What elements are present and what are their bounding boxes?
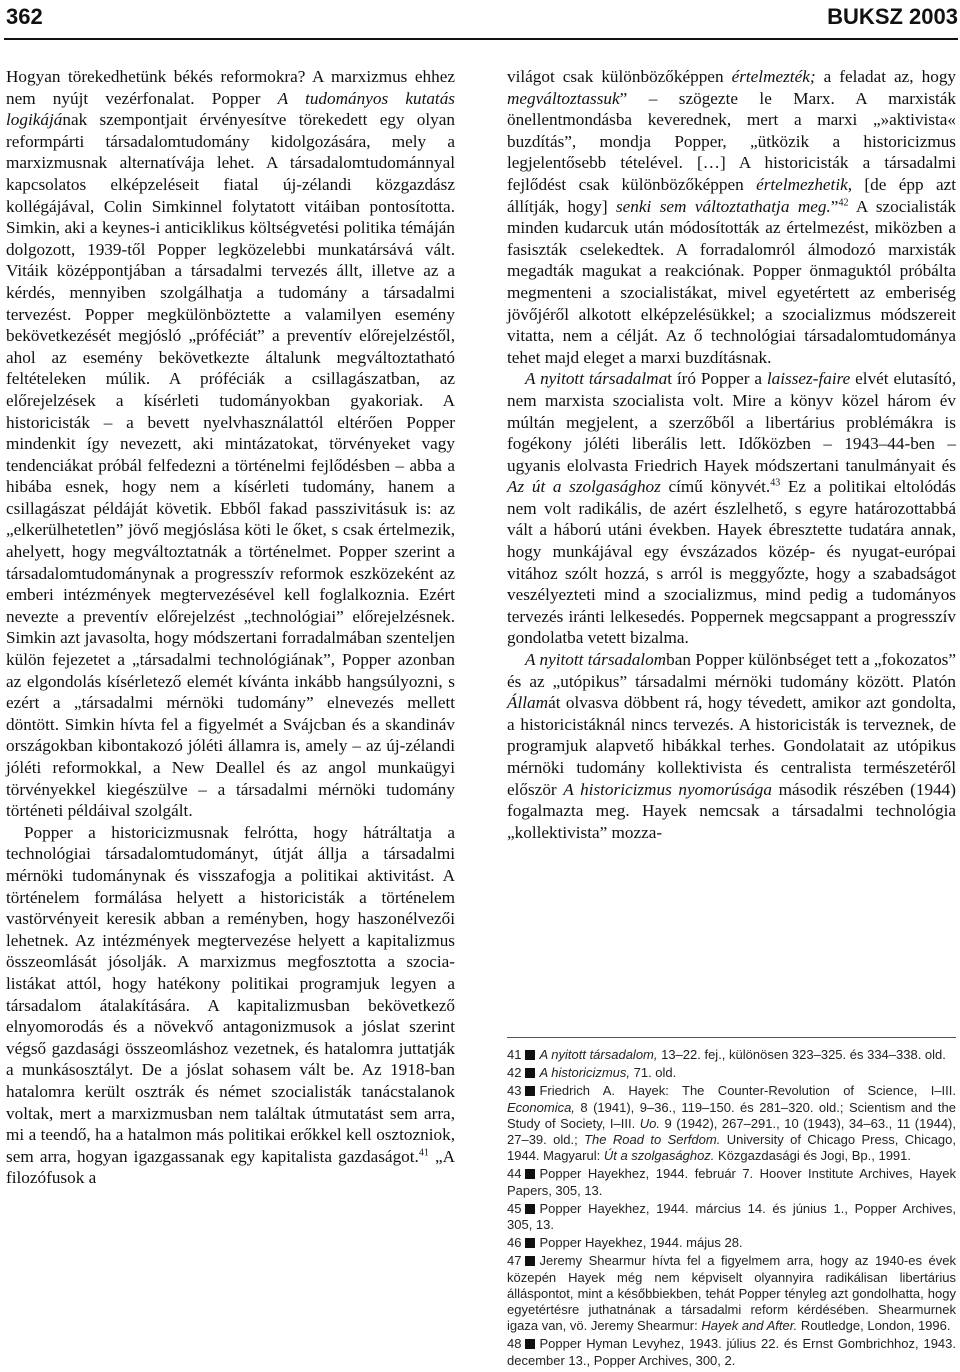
- footnote-number: 44: [507, 1166, 522, 1182]
- footnotes: [507, 1047, 956, 1371]
- left-text-column: [6, 66, 455, 1189]
- footnote-item: [507, 1065, 956, 1081]
- text-run: Ez a politikai eltolódás nem volt radikális, de azért észlelhető, s egyre határozottabbá vált a háború utáni években. Hayek ébresztette tudatára annak, hogy munkájával egy évszázados közép- és nyugat-európai vitához szólt hozzá, s arról is meggyőzte, hogy a szabadságot veszélyezteti mind a szocializmus, mind pedig a tudományos tervezés iránti lelkesedés. Poppernek megcsappant a progresszív gondolatba vetett bizalma.: [507, 477, 956, 648]
- footnote-number: 45: [507, 1200, 522, 1216]
- footnote-number: 43: [507, 1083, 522, 1099]
- text-run: Hogyan törekedhetünk békés reformokra? A marxizmus ehhez nem nyújt vezérfonalat. Popper: [6, 67, 455, 108]
- text-run: Popper Hayekhez, 1944. február 7. Hoover Institute Archives, Hayek Papers, 305, 13.: [507, 1166, 956, 1198]
- square-bullet-icon: [525, 1238, 535, 1248]
- italic-text: Állam: [507, 693, 549, 713]
- footnote-number: 48: [507, 1336, 522, 1352]
- text-run: át olvasva döbbent rá, hogy tévedett, amikor azt gondolta, a historicistáknál nincs tervezés. A historicisták is terveznek, de programjuk alapvető hibákkal terhes. Gondolatait az utópikus mérnöki tudomány kollektivista és centralista természetéről először: [507, 693, 956, 799]
- text-run: című könyvét.: [660, 477, 771, 497]
- text-run: ” – szögezte le Marx. A marxisták önellentmondásba keverednek, mert a marxi „»aktivista« buzdítás”, mondja Popper, „ütközik a historicizmus legjelentősebb tételével. […] A historicisták a társadalmi fejlődést csak különbözőképpen: [507, 88, 956, 194]
- text-run: „A filozófusok a: [6, 1146, 455, 1188]
- italic-text: Az út a szolgasághoz: [507, 477, 661, 497]
- text-run: elvét elutasító, nem marxista szocialista volt. Mire a könyv közel három év múltán megjelent, a szerzőből a libertárius problémákra is fogékony jóléti liberális lett. Időközben – 1943–44-ben – ugyanis elolvasta Friedrich Hayek módszertani tanulmányait és: [507, 369, 956, 475]
- italic-text: megváltoztassuk: [507, 88, 620, 108]
- italic-text: Economica,: [507, 1099, 575, 1115]
- footnote-number: 47: [507, 1253, 522, 1269]
- text-run: 71. old.: [630, 1065, 677, 1081]
- italic-text: A nyitott társadalma: [525, 369, 668, 389]
- text-run: világot csak különbözőképpen: [507, 67, 732, 86]
- footnote-separator: [507, 1037, 956, 1038]
- text-run: Popper a historicizmusnak felrótta, hogy hátráltatja a technológiai társadalomtudományt, útját állja a társadalmi mérnöki tudománynak és visszafogja a politikai aktivitást. A történelem formálása helyett a historicisták a történelem vastörvényeit keresik abban a reményben, hogy haszonélvezői lehetnek. Az intézmények megtervezése helyett a kapitalizmus összeomlását jósolják. A marxizmus megfosztotta a szocialistákat attól, hogy hatékony politikai programjuk legyen a társadalom átalakítására. A kapitalizmusban bekövetkező elnyomorodás és a növekvő antagonizmusok a jóslat szerint végső gazdasági összeomláshoz vezetnek, és hatalomra juttatják a munkásosztályt. De a jóslat sohasem vált be. Az 1918-ban hatalomra került osztrák és német szocialisták tanácstalanok voltak, mert a marxizmusban nem találtak útmutatást sem arra, mi a teendő, ha a hatalmon más politikai erőkkel kell osztozniok, sem arra, hogyan igazgassanak egy kapitalista gazdaságot.: [6, 822, 455, 1166]
- italic-text: The Road to Serfdom.: [584, 1132, 721, 1148]
- italic-text: A nyitott társadalom,: [539, 1047, 658, 1062]
- footnote-reference: 42: [838, 196, 849, 208]
- footnote-item: [507, 1235, 956, 1251]
- italic-text: A tudományos kutatás logikájá: [6, 88, 455, 130]
- page-number: 362: [6, 4, 43, 29]
- italic-text: Út a szolgasághoz.: [603, 1148, 715, 1164]
- text-run: Friedrich A. Hayek: The Counter-Revolution of Science, I–III.: [539, 1083, 956, 1099]
- footnote-item: [507, 1166, 956, 1198]
- paragraph: [507, 66, 956, 368]
- right-text-column: [507, 66, 956, 843]
- paragraph: [6, 66, 455, 822]
- italic-text: senki sem változtathatja meg.: [615, 196, 831, 216]
- text-run: University of Chicago Press, Chicago, 1944. Magyarul:: [507, 1132, 957, 1164]
- italic-text: értelmezhetik,: [756, 174, 853, 194]
- italic-text: A historicizmus,: [539, 1065, 631, 1081]
- footnote-number: 41: [507, 1047, 522, 1062]
- square-bullet-icon: [525, 1169, 535, 1179]
- text-run: ban Popper különbséget tett a „fokozatos” és az „utópikus” társadalmi mérnöki tudomány között. Platón: [507, 650, 956, 691]
- italic-text: laissez-faire: [766, 369, 851, 389]
- square-bullet-icon: [525, 1050, 535, 1060]
- running-header: [4, 0, 958, 40]
- square-bullet-icon: [525, 1256, 535, 1266]
- italic-text: Hayek and After.: [701, 1318, 798, 1334]
- italic-text: A nyitott társadalom: [525, 650, 667, 670]
- footnote-reference: 41: [418, 1146, 429, 1158]
- paragraph: [507, 368, 956, 649]
- paragraph: [6, 822, 455, 1189]
- text-run: 13–22. fej., különösen 323–325. és 334–338. old.: [657, 1047, 946, 1062]
- text-run: Popper Hyman Levyhez, 1943. július 22. és Ernst Gombrichhoz, 1943. december 13., Popper Archives, 300, 2.: [507, 1336, 956, 1368]
- footnote-item: [507, 1253, 956, 1334]
- footnote-item: [507, 1336, 956, 1368]
- square-bullet-icon: [525, 1086, 535, 1096]
- square-bullet-icon: [525, 1204, 535, 1214]
- text-run: [de épp azt állítják, hogy]: [507, 174, 956, 216]
- text-run: Közgazdasági és Jogi, Bp., 1991.: [714, 1148, 911, 1164]
- italic-text: értelmezték;: [731, 67, 816, 86]
- italic-text: A historicizmus nyomorúsága: [563, 779, 772, 799]
- text-run: t író Popper a: [667, 369, 767, 389]
- square-bullet-icon: [525, 1339, 535, 1349]
- footnote-reference: 43: [770, 477, 781, 489]
- text-run: Routledge, London, 1996.: [797, 1318, 951, 1334]
- paragraph: [507, 649, 956, 843]
- text-run: A szocialisták minden kudarcuk után módosították az értelmezést, miközben a fasiszták cselekedtek. A forradalomról álmodozó marxisták megadták magukat a reakciónak. Popper önmaguktól próbálta megmenteni a szocialistákat, mivel egyetértett az emberiség jövőjéről alkotott elképzelésükkel; a szocializmus módszereit vitatta, nem a célját. Az ő technológiai társadalomtudománya tehet majd eleget a marxi buzdításnak.: [507, 196, 956, 367]
- footnote-item: [507, 1047, 956, 1063]
- square-bullet-icon: [525, 1068, 535, 1078]
- text-run: Jeremy Shearmur hívta fel a figyelmem arra, hogy az 1940-es évek közepén Hayek még nem képviselt olyannyira radikálisan libertárius álláspontot, mint a későbbiekben, tehát Popper tényleg azt gondolhatta, hogy egyetértésre juthatnának a társadalmi reform kérdésében. Shearmurnek igaza van, vö. Jeremy Shearmur:: [507, 1253, 956, 1334]
- text-run: második részében (1944) fogalmazta meg. Hayek nemcsak a társadalmi technológia „kollektivista” mozza-: [507, 779, 956, 842]
- text-run: a feladat az, hogy: [815, 67, 957, 86]
- footnote-item: [507, 1201, 956, 1233]
- text-run: 8 (1941), 9–36., 119–150. és 281–320. old.; Scientism and the Study of Society, I–III.: [507, 1099, 956, 1131]
- text-run: nak szempontjait érvényesítve törekedett egy olyan reformpárti társadalomtudomány kidolgozására, mely a marxizmusnak alternatívája lehet. A társadalomtudománnyal kapcsolatos elképzeléseit fiatal új-zélandi közgazdász kollégájával, Colin Simkinnel folytatott vitáiban pontosította. Simkin, aki a keynes-i anticiklikus költségvetési politika témáján dolgozott, 1939-től Popper legközelebbi munkatársává vált. Vitáik középpontjában a társadalmi tervezés állt, illetve az a kérdés, mennyiben szolgálhatja a tudomány a társadalmi tervezést. Popper megkülönböztette a valamilyen esemény bekövetkezését megjósló „próféciát” a preventív előrejelzéstől, ahol az esemény bekövetkezte általunk megváltoztatható feltételeken múlik. A próféciák a csillagászatban, az előrejelzések a kísérleti tudományokban gyakoriak. A historicisták – a bevett nyelvhasználattól eltérően Popper mindenkit így nevezett, aki mintázatokat, törvényeket vagy tendenciákat próbál felfedezni a történelmi fejlődésben – abba a hibába esnek, hogy nem a kísérleti tudomány, hanem a csillagászat példáját követik. Ebből fakad passzivitásuk is: az „elkerülhetetlen” jövő megjóslása köti le őket, s csak értelmezik, ahelyett, hogy megváltoztatnák a történelmet. Popper szerint a társadalomtudománynak a progresszív reformok eszközeként az emberi intézmények megtervezésével kell foglalkoznia. Ezért nevezte a preventív előrejelzést „technológiai” előrejelzésnek. Simkin azt javasolta, hogy módszertani forradalmában szenteljen külön fejezetet a „társadalmi technológiának”, Popper azonban az elgondolás kísérletező elemét kívánta inkább hangsúlyozni, s ezért a „társadalmi mérnöki tudomány” elnevezés mellett döntött. Simkin hívta fel a figyelmét a Svájcban és a skandináv országokban kibontakozó jóléti államra is, amely – az új-zélandi jóléti reformokkal, a New Deallel és az angol munkaügyi törvényekkel kiegészülve – a társadalmi mérnöki tudomány történeti példáival szolgált.: [6, 110, 455, 821]
- footnote-number: 42: [507, 1065, 522, 1081]
- footnote-number: 46: [507, 1235, 522, 1251]
- text-run: Popper Hayekhez, 1944. március 14. és június 1., Popper Archives, 305, 13.: [507, 1200, 956, 1233]
- text-run: Popper Hayekhez, 1944. május 28.: [539, 1235, 743, 1251]
- italic-text: Uo.: [639, 1115, 660, 1131]
- text-run: 9 (1942), 267–291., 10 (1943), 34–63., 11 (1944), 27–39. old.;: [507, 1115, 956, 1148]
- journal-title: BUKSZ 2003: [827, 4, 958, 29]
- footnote-item: [507, 1083, 956, 1164]
- text-run: ”: [830, 196, 839, 216]
